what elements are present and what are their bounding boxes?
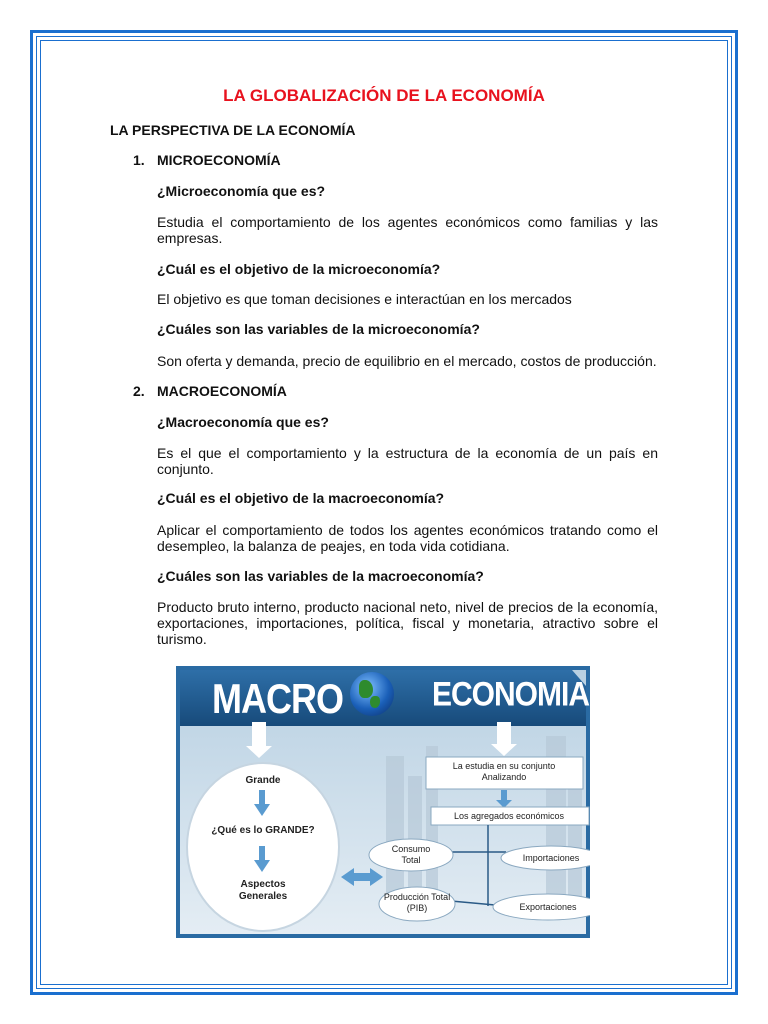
section-2-heading (133, 383, 287, 399)
macroeconomia-infographic (176, 666, 590, 938)
aggregates-box-text: Los agregados económicos (453, 811, 565, 821)
oval-importaciones-text: Importaciones (522, 853, 580, 863)
macro-word: MACRO (212, 674, 343, 722)
macro-answer-1: Es el que el comportamiento y la estructura de la economía de un país en conjunto. (157, 445, 658, 477)
micro-question-1: ¿Microeconomía que es? (157, 183, 326, 199)
economia-word: ECONOMIA (432, 675, 589, 714)
section-2-name: MACROECONOMÍA (157, 383, 287, 399)
globe-icon (350, 672, 394, 716)
section-1-name: MICROECONOMÍA (157, 152, 281, 168)
section-2-number: 2. (133, 383, 145, 399)
section-1-heading (133, 152, 281, 168)
macro-question-2: ¿Cuál es el objetivo de la macroeconomía? (157, 490, 445, 506)
circle-text-grande: Grande (245, 775, 281, 786)
oval-exportaciones-text: Exportaciones (519, 902, 577, 912)
micro-question-3: ¿Cuáles son las variables de la microeconomía? (157, 321, 480, 337)
micro-answer-2: El objetivo es que toman decisiones e interactúan en los mercados (157, 291, 572, 307)
macro-answer-2: Aplicar el comportamiento de todos los agentes económicos tratando como el desempleo, la balanza de peajes, en toda vida cotidiana. (157, 522, 658, 554)
oval-produccion-text: Producción Total (PIB) (383, 892, 451, 913)
study-box-text: La estudia en su conjunto Analizando (452, 761, 556, 782)
macro-question-1: ¿Macroeconomía que es? (157, 414, 329, 430)
micro-answer-1: Estudia el comportamiento de los agentes económicos como familias y las empresas. (157, 214, 658, 246)
oval-consumo-text: Consumo Total (391, 844, 431, 865)
section-heading: LA PERSPECTIVA DE LA ECONOMÍA (110, 122, 356, 138)
macro-question-3: ¿Cuáles son las variables de la macroeconomía? (157, 568, 484, 584)
section-1-number: 1. (133, 152, 145, 168)
macro-answer-3: Producto bruto interno, producto nacional neto, nivel de precios de la economía, exportaciones, importaciones, política, fiscal y monetaria, atractivo sobre el turismo. (157, 599, 658, 647)
document-title: LA GLOBALIZACIÓN DE LA ECONOMÍA (223, 86, 545, 105)
circle-text-question: ¿Qué es lo GRANDE? (211, 825, 315, 836)
micro-answer-3: Son oferta y demanda, precio de equilibrio en el mercado, costos de producción. (157, 353, 657, 369)
micro-question-2: ¿Cuál es el objetivo de la microeconomía? (157, 261, 441, 277)
circle-text-aspectos: Aspectos Generales (238, 879, 288, 902)
